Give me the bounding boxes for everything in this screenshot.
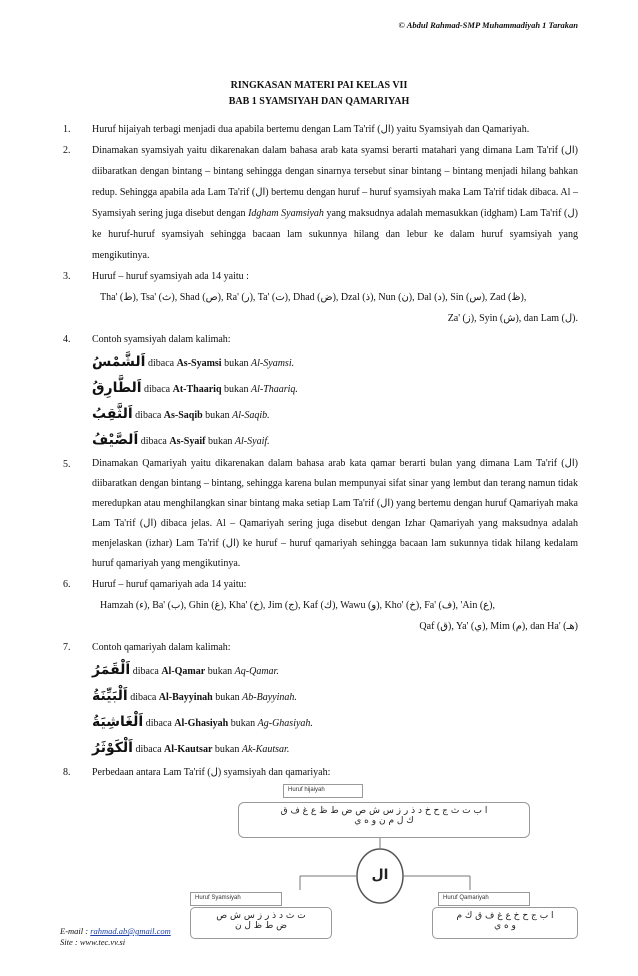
top-letters-box: ا ب ت ث ج ح خ د ذ ر ز س ش ص ض ط ظ ع غ ف ق ك ل م ن و ه ي <box>238 802 530 838</box>
qamariyah-example-3: اَلْغَاشِيَةُ dibaca Al-Ghasiyah bukan Ag-Ghasiyah. <box>92 714 313 730</box>
syamsiyah-label-box: Huruf Syamsiyah <box>190 892 282 906</box>
qamariyah-example-4: اَلْكَوْثَرُ dibaca Al-Kautsar bukan Ak-Kautsar. <box>92 740 290 756</box>
doc-title: RINGKASAN MATERI PAI KELAS VII <box>230 80 408 91</box>
qamariyah-examples <box>92 658 578 762</box>
syamsiyah-letters-line1: Tha' (ط), Tsa' (ث), Shad (ص), Ra' (ر), Ta' (ت), Dhad (ض), Dzal (ذ), Nun (ن), Dal (د), Sin (س), Zad (ظ), <box>100 292 527 303</box>
list-item-7: 7. Contoh qamariyah dalam kalimah: اَلْقَمَرُ dibaca Al-Qamar bukan Aq-Qamar. اَلْبَيِّنَةُ dibaca Al-Bayyinah bukan Ab-Bayyinah. اَلْغَاشِيَةُ dibaca Al-Ghasiyah bukan Ag-Ghasiyah. اَلْكَوْثَرُ dibaca Al-Kautsar bukan Ak-Kautsar. <box>63 637 578 762</box>
list-item-8: 8. Perbedaan antara Lam Ta'rif (ل) syamsiyah dan qamariyah: <box>63 767 331 778</box>
qamariyah-example-1: اَلْقَمَرُ dibaca Al-Qamar bukan Aq-Qamar. <box>92 662 279 678</box>
qamariyah-example-2: اَلْبَيِّنَةُ dibaca Al-Bayyinah bukan Ab-Bayyinah. <box>92 688 297 704</box>
syamsiyah-example-2: اَلطَّارِقُ dibaca At-Thaariq bukan Al-Thaariq. <box>92 380 298 396</box>
syamsiyah-examples <box>92 350 578 454</box>
qamariyah-letters-line1: Hamzah (ء), Ba' (ب), Ghin (غ), Kha' (خ), Jim (ج), Kaf (ك), Wawu (و), Kho' (خ), Fa' (ف), 'Ain (ع), <box>100 600 495 611</box>
footer: E-mail : rahmad.ab@gmail.com Site : www.tec.vv.si <box>60 926 171 947</box>
list-item-4: 4. Contoh syamsiyah dalam kalimah: اَلشَّمْسُ dibaca As-Syamsi bukan Al-Syamsi. اَلطَّارِقُ dibaca At-Thaariq bukan Al-Thaariq. اَلثَّقِبُ dibaca As-Saqib bukan Al-Saqib. اَلصَّيْفُ dibaca As-Syaif bukan Al-Syaif. <box>63 329 578 454</box>
list-item-3: 3. Huruf – huruf syamsiyah ada 14 yaitu : Tha' (ط), Tsa' (ث), Shad (ص), Ra' (ر), Ta' (ت), Dhad (ض), Dzal (ذ), Nun (ن), Dal (د), Sin (س), Zad (ظ), Za' (ز), Syin (ش), dan Lam (ل). <box>63 266 578 329</box>
email-link[interactable]: rahmad.ab@gmail.com <box>90 926 171 936</box>
lam-center-label: ال <box>371 867 389 883</box>
syamsiyah-example-3: اَلثَّقِبُ dibaca As-Saqib bukan Al-Saqib. <box>92 406 270 422</box>
letters-diagram <box>170 782 590 958</box>
site-url: www.tec.vv.si <box>79 937 126 947</box>
doc-subtitle: BAB 1 SYAMSIYAH DAN QAMARIYAH <box>228 96 410 107</box>
qamariyah-label-box: Huruf Qamariyah <box>438 892 530 906</box>
content-list <box>63 119 578 783</box>
syamsiyah-example-4: اَلصَّيْفُ dibaca As-Syaif bukan Al-Syaif. <box>92 432 270 448</box>
syamsiyah-letters-line2: Za' (ز), Syin (ش), dan Lam (ل). <box>447 313 578 324</box>
list-item-2: 2. Dinamakan syamsiyah yaitu dikarenakan dalam bahasa arab kata syamsi berarti matahari yang dimana Lam Ta'rif (ال) diibaratkan dengan bintang – bintang sehingga dengan sinarnya tersebut sinar bintang – bintang menjadi hilang bahkan redup. Sehingga apabila ada Lam Ta'rif (ال) bertemu dengan huruf – huruf syamsiyah maka Lam Ta'rif tidak dibaca. Al – Syamsiyah sering juga disebut dengan Idgham Syamsiyah yang maksudnya adalah memasukkan (idgham) Lam Ta'rif (ل) ke huruf-huruf syamsiyah sehingga bacaan lam sukunnya hilang dan lebur ke dalam huruf syamsiyah yang mengikutinya. <box>63 145 579 261</box>
header-copyright: © Abdul Rahmad-SMP Muhammadiyah 1 Tarakan <box>398 20 578 30</box>
syamsiyah-letters-box: ت ث د ذ ر ز س ش ص ض ط ظ ل ن <box>190 907 332 939</box>
list-item-1: 1. Huruf hijaiyah terbagi menjadi dua apabila bertemu dengan Lam Ta'rif (ال) yaitu Syamsiyah dan Qamariyah. <box>63 124 530 135</box>
qamariyah-letters-box: ا ب ج ح خ ع غ ف ق ك م و ه ي <box>432 907 578 939</box>
list-item-6: 6. Huruf – huruf qamariyah ada 14 yaitu: Hamzah (ء), Ba' (ب), Ghin (غ), Kha' (خ), Jim (ج), Kaf (ك), Wawu (و), Kho' (خ), Fa' (ف), 'Ain (ع), Qaf (ق), Ya' (ي), Mim (م), dan Ha' (هـ) <box>63 574 578 637</box>
qamariyah-letters-line2: Qaf (ق), Ya' (ي), Mim (م), dan Ha' (هـ) <box>419 621 578 632</box>
syamsiyah-example-1: اَلشَّمْسُ dibaca As-Syamsi bukan Al-Syamsi. <box>92 354 295 370</box>
top-label-box: Huruf hijaiyah <box>283 784 363 798</box>
list-item-5: 5. Dinamakan Qamariyah yaitu dikarenakan dalam bahasa arab kata qamar berarti bulan yang dimana Lam Ta'rif (ال) diibaratkan dengan bintang – bintang, sehingga karena bulan mempunyai sifat sinar yang lembut dan terang namun tidak meredupkan atau menghilangkan sinar bintang maka setiap Lam Ta'rif (ال) yang bertemu dengan huruf Qamariyah maka Lam Ta'rif (ال) dibaca jelas. Al – Qamariyah sering juga disebut dengan Izhar Qamariyah yang maksudnya adalah menjelaskan (izhar) Lam Ta'rif (ال) ke huruf – huruf qamariyah sehingga bacaan lam sukunnya tidak hilang kedalam huruf qamariyah yang mengikutinya. <box>63 458 578 569</box>
